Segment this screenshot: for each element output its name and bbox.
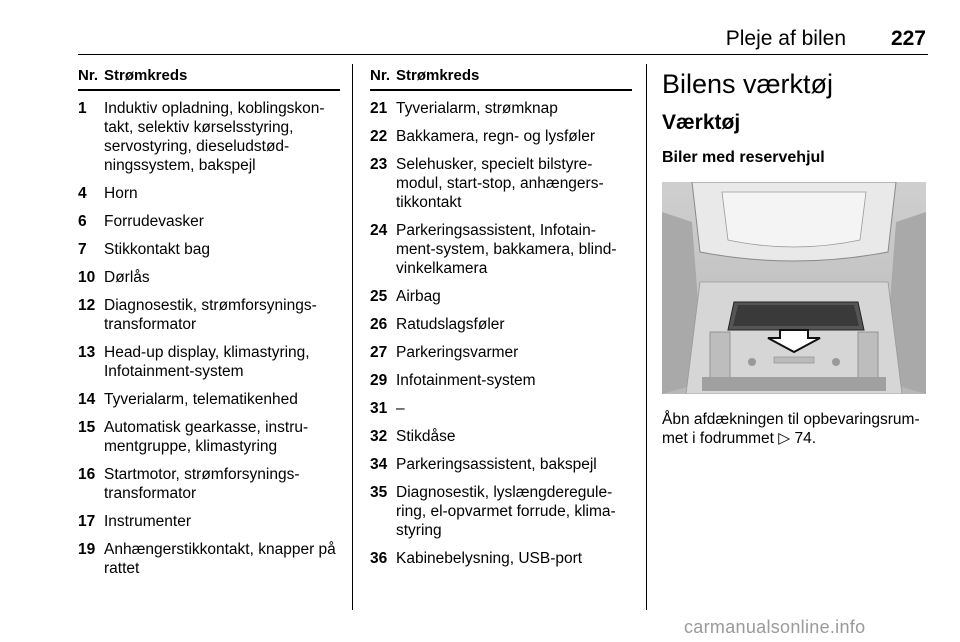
table-row [370,371,632,390]
circuit-description: Induktiv opladning, koblingskon-takt, selektiv kørselsstyring, servostyring, dieseludstød-ningssystem, bakspejl [104,100,325,174]
page-title: Pleje af bilen [725,27,846,50]
circuit-description: Automatisk gearkasse, instru-mentgruppe, klimastyring [104,419,309,455]
table-row [78,512,340,531]
table-body [370,99,632,568]
circuit-description: Diagnosestik, lyslængderegule-ring, el-opvarmet forrude, klima-styring [396,484,616,539]
fuse-number: 27 [370,344,388,361]
circuit-description: Parkeringsassistent, bakspejl [396,456,597,473]
circuit-description: Tyverialarm, telematikenhed [104,391,298,408]
table-row [78,99,340,175]
table-row [78,540,340,578]
circuit-description: Selehusker, specielt bilstyre-modul, start-stop, anhængers-tikkontakt [396,156,604,211]
fuse-number: 12 [78,297,96,314]
fuse-number: 6 [78,213,87,230]
page-header [78,24,928,50]
table-row [78,296,340,334]
caption-text: Åbn afdækningen til opbevaringsrum-met i fodrummet [662,411,920,447]
table-row [78,465,340,503]
table-row [78,418,340,456]
fuse-number: 23 [370,156,388,173]
tools-section [662,64,928,448]
circuit-description: Anhængerstikkontakt, knapper på rattet [104,541,336,577]
column-header-nr: Nr. [370,67,391,84]
watermark: carmanualsonline.info [684,617,866,637]
fuse-number: 22 [370,128,388,145]
subsubsection-heading: Biler med reservehjul [662,149,825,166]
subsection-heading: Værktøj [662,111,741,134]
table-row [370,315,632,334]
fuse-number: 17 [78,513,96,530]
caption-page-ref[interactable]: 74. [794,430,817,447]
table-header [370,64,632,89]
fuse-number: 31 [370,400,388,417]
circuit-description: Horn [104,185,138,202]
table-row [370,483,632,540]
circuit-description: Airbag [396,288,441,305]
table-row [78,212,340,231]
table-body [78,99,340,578]
table-row [370,127,632,146]
circuit-description: – [396,400,405,417]
table-row [78,240,340,259]
circuit-description: Kabinebelysning, USB-port [396,550,583,567]
photo-caption [662,410,928,448]
table-row [370,399,632,418]
fuse-number: 35 [370,484,388,501]
header-divider [78,54,928,55]
arrow-reference-icon: ▷ [778,430,791,447]
fuse-number: 36 [370,550,388,567]
circuit-description: Parkeringsassistent, Infotain-ment-system, bakkamera, blind-vinkelkamera [396,222,617,277]
column-header-circuit: Strømkreds [104,67,188,84]
column-divider [646,64,647,610]
table-row [370,549,632,568]
table-header-rule [78,89,340,91]
circuit-description: Stikkontakt bag [104,241,210,258]
fuse-number: 34 [370,456,388,473]
table-row [370,455,632,474]
table-row [370,221,632,278]
circuit-description: Parkeringsvarmer [396,344,519,361]
fuse-table-left [78,64,340,587]
fuse-number: 21 [370,100,388,117]
table-row [370,155,632,212]
fuse-number: 10 [78,269,96,286]
table-header [78,64,340,89]
fuse-number: 13 [78,344,96,361]
table-row [78,343,340,381]
circuit-description: Infotainment-system [396,372,536,389]
fuse-number: 14 [78,391,96,408]
fuse-table-mid [370,64,632,577]
table-row [78,268,340,287]
fuse-number: 25 [370,288,388,305]
table-row [78,390,340,409]
page-number: 227 [890,27,926,50]
table-row [370,343,632,362]
fuse-number: 15 [78,419,96,436]
circuit-description: Bakkamera, regn- og lysføler [396,128,595,145]
column-header-circuit: Strømkreds [396,67,480,84]
fuse-number: 29 [370,372,388,389]
circuit-description: Instrumenter [104,513,192,530]
circuit-description: Startmotor, strømforsynings-transformator [104,466,300,502]
column-header-nr: Nr. [78,67,99,84]
fuse-number: 7 [78,241,87,258]
fuse-number: 4 [78,185,87,202]
fuse-number: 19 [78,541,96,558]
section-heading: Bilens værktøj [662,69,834,99]
circuit-description: Diagnosestik, strømforsynings-transformator [104,297,317,333]
table-row [370,287,632,306]
table-header-rule [370,89,632,91]
table-row [78,184,340,203]
circuit-description: Forrudevasker [104,213,204,230]
fuse-number: 24 [370,222,388,239]
footwell-storage-photo [662,182,926,394]
circuit-description: Dørlås [104,269,150,286]
fuse-number: 16 [78,466,96,483]
table-row [370,427,632,446]
column-divider [352,64,353,610]
fuse-number: 1 [78,100,87,117]
fuse-number: 32 [370,428,388,445]
circuit-description: Ratudslagsføler [396,316,505,333]
circuit-description: Tyverialarm, strømknap [396,100,558,117]
circuit-description: Stikdåse [396,428,456,445]
circuit-description: Head-up display, klimastyring, Infotainment-system [104,344,310,380]
table-row [370,99,632,118]
fuse-number: 26 [370,316,388,333]
